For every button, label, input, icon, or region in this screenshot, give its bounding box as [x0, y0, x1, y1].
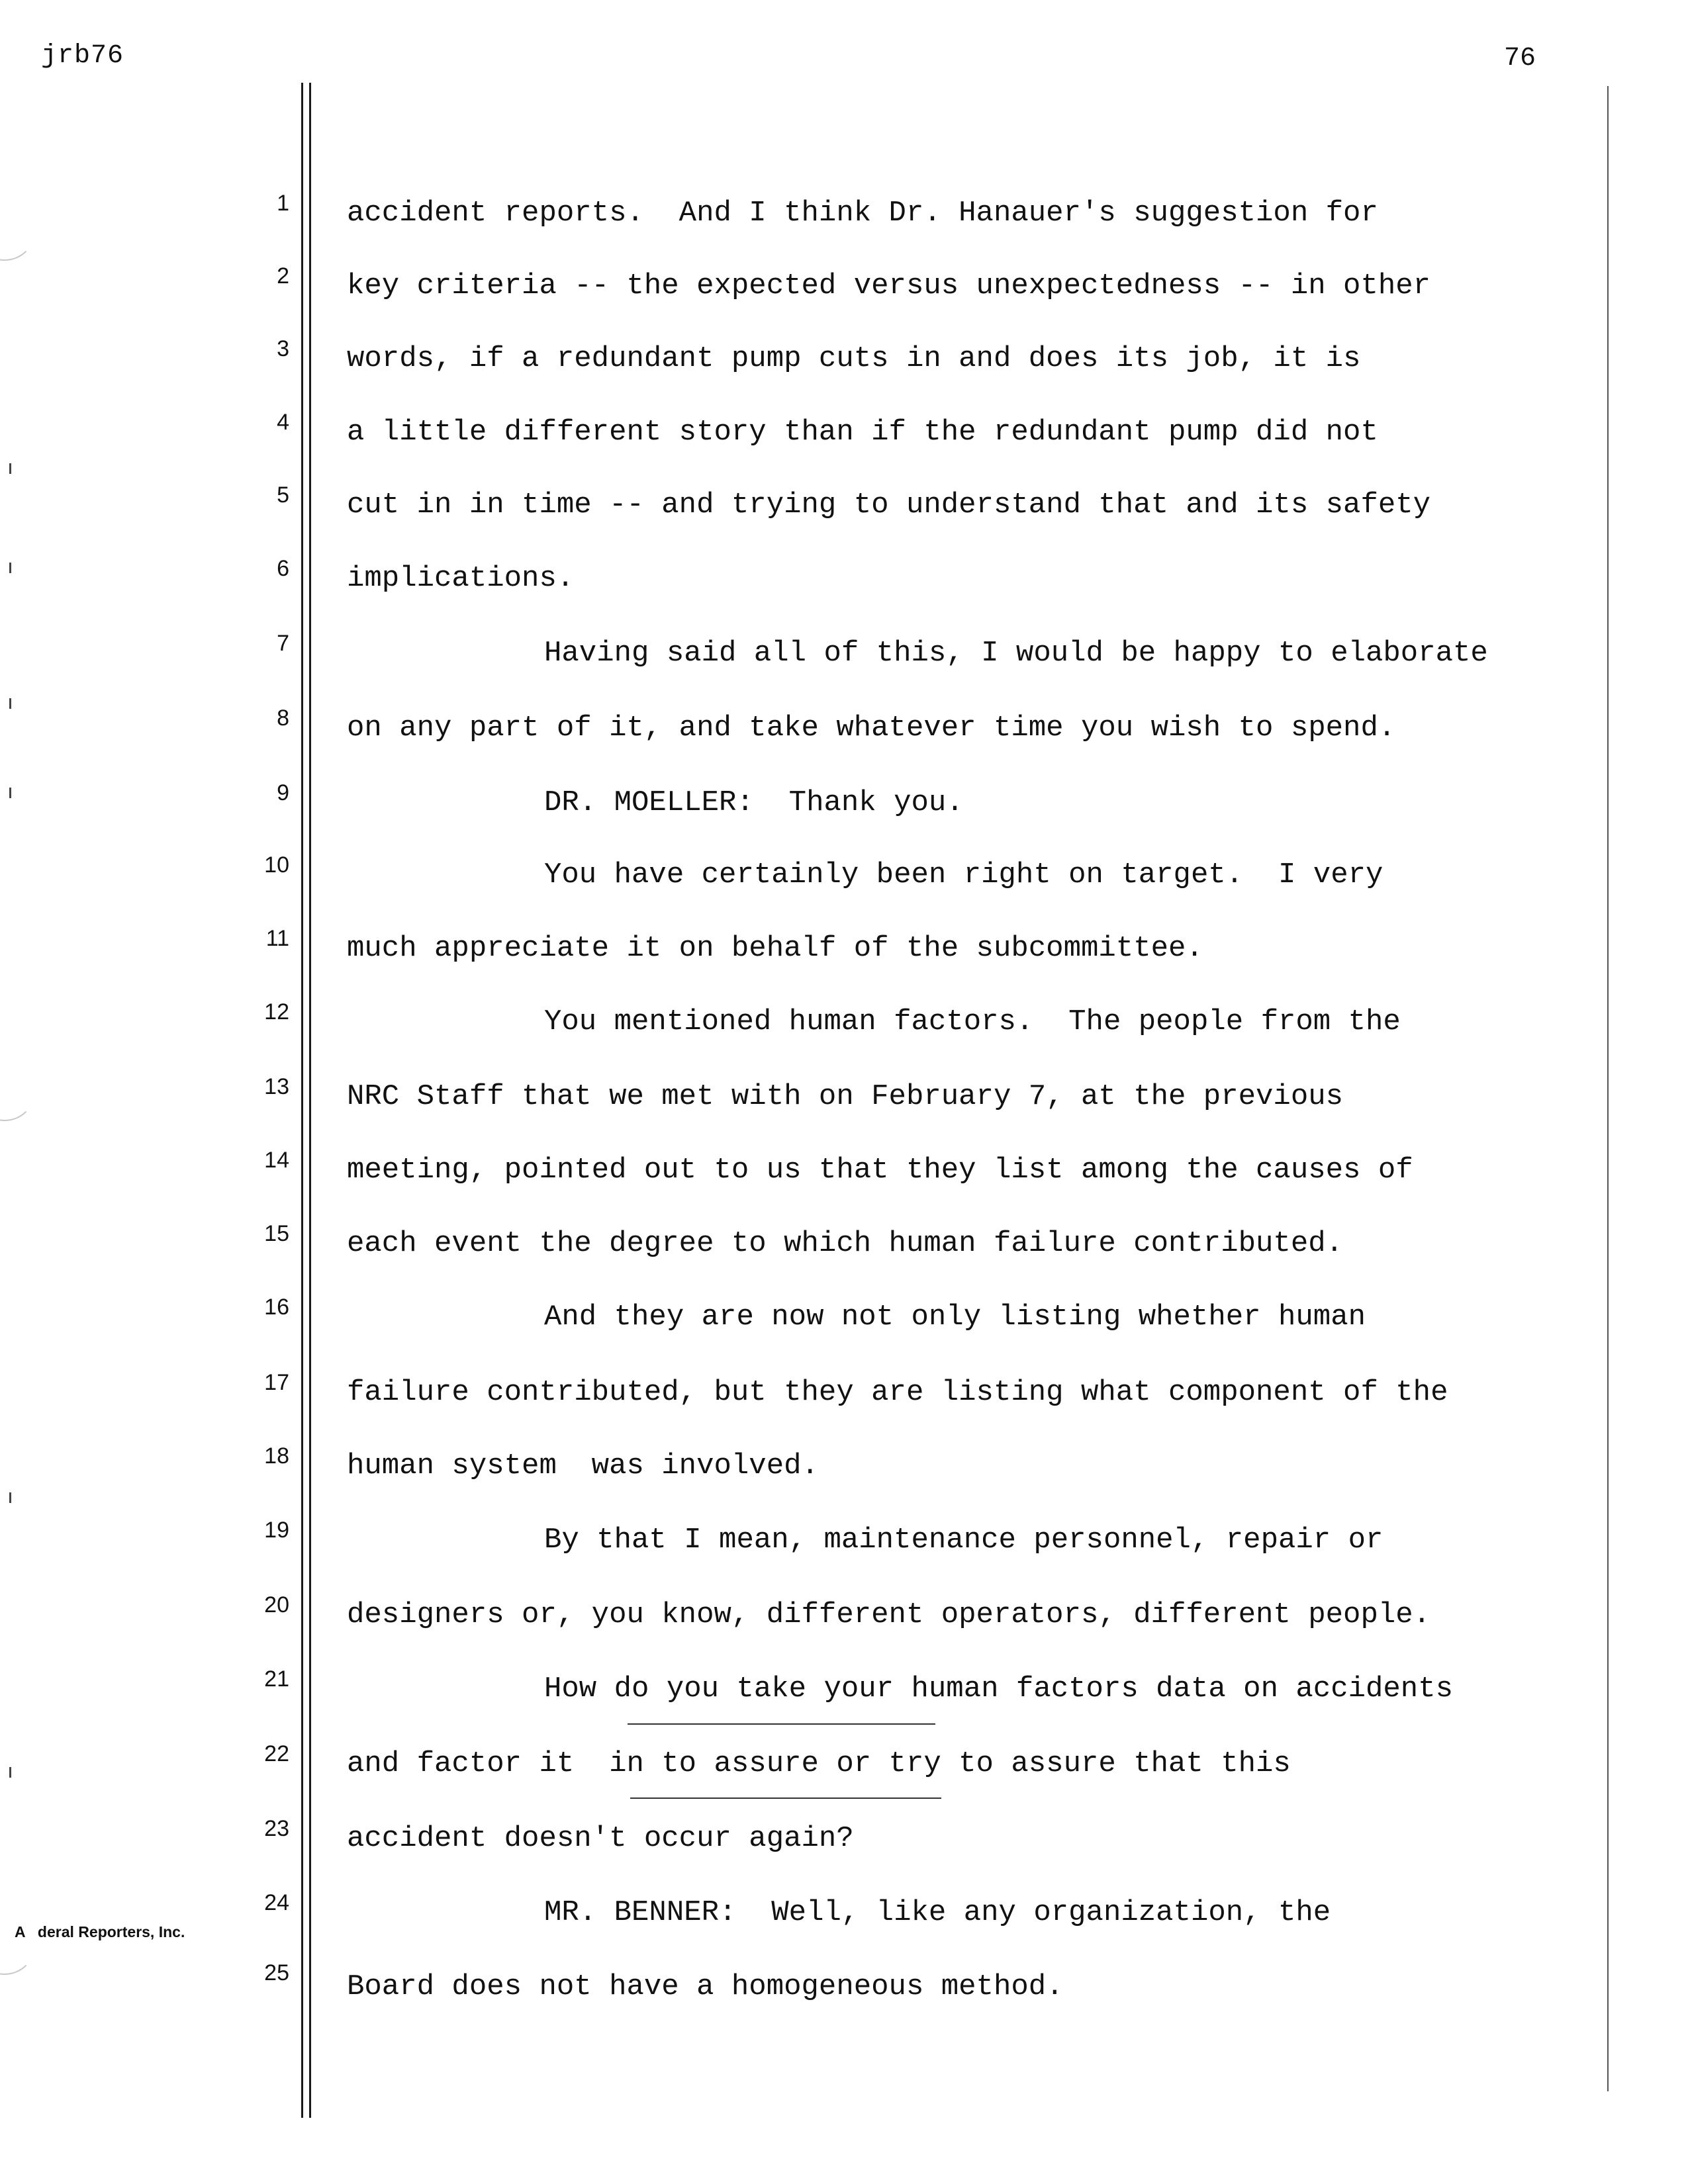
transcript-line: You have certainly been right on target. I very: [544, 858, 1383, 891]
margin-tick: [9, 1767, 11, 1778]
transcript-line: accident reports. And I think Dr. Hanauer's suggestion for: [347, 197, 1378, 230]
line-number: 3: [277, 336, 289, 361]
line-number: 10: [264, 852, 289, 878]
punch-hole-middle: [0, 1059, 36, 1121]
line-number: 19: [264, 1518, 289, 1543]
speaker-line: DR. MOELLER: Thank you.: [544, 786, 964, 819]
margin-tick: [9, 1492, 11, 1503]
transcript-line: accident doesn't occur again?: [347, 1822, 854, 1855]
transcript-line: How do you take your human factors data on accidents: [544, 1672, 1454, 1706]
line-number: 5: [277, 482, 289, 508]
line-number: 21: [264, 1666, 289, 1692]
line-number: 15: [264, 1221, 289, 1246]
margin-tick: [9, 788, 11, 798]
line-number: 4: [277, 410, 289, 435]
line-number: 8: [277, 705, 289, 731]
transcript-line: and factor it in to assure or try to assure that this: [347, 1747, 1291, 1780]
line-number: 16: [264, 1295, 289, 1320]
line-number: 1: [277, 191, 289, 216]
punch-hole-bottom: [0, 1913, 36, 1975]
transcript-line: You mentioned human factors. The people from the: [544, 1005, 1401, 1038]
margin-rule-outer: [301, 83, 303, 2118]
line-number: 25: [264, 1960, 289, 1985]
margin-tick: [9, 563, 11, 573]
transcript-line: designers or, you know, different operators, different people.: [347, 1598, 1431, 1631]
transcript-line: each event the degree to which human failure contributed.: [347, 1227, 1344, 1260]
transcript-line: words, if a redundant pump cuts in and does its job, it is: [347, 342, 1361, 375]
transcript-line: human system was involved.: [347, 1449, 819, 1482]
margin-rule-inner: [309, 83, 311, 2118]
punch-hole-top: [0, 199, 36, 261]
transcript-line: much appreciate it on behalf of the subcommittee.: [347, 932, 1203, 965]
page-number: 76: [1504, 44, 1536, 73]
transcript-line: on any part of it, and take whatever time you wish to spend.: [347, 711, 1396, 745]
line-number: 13: [264, 1074, 289, 1099]
transcript-line: a little different story than if the redundant pump did not: [347, 416, 1378, 449]
transcript-line: implications.: [347, 562, 575, 595]
reporter-mark: A deral Reporters, Inc.: [15, 1923, 185, 1940]
line-number: 14: [264, 1148, 289, 1173]
line-number: 9: [277, 780, 289, 805]
speaker-line: MR. BENNER: Well, like any organization, the: [544, 1896, 1331, 1929]
margin-tick: [9, 463, 11, 474]
margin-tick: [9, 698, 11, 709]
line-number: 17: [264, 1370, 289, 1395]
file-id: jrb76: [41, 41, 124, 71]
handwritten-underline: [630, 1797, 941, 1799]
transcript-line: meeting, pointed out to us that they list among the causes of: [347, 1154, 1413, 1187]
transcript-line: key criteria -- the expected versus unexpectedness -- in other: [347, 269, 1431, 302]
transcript-line: Having said all of this, I would be happy to elaborate: [544, 637, 1488, 670]
line-number: 12: [264, 999, 289, 1024]
transcript-line: By that I mean, maintenance personnel, repair or: [544, 1524, 1383, 1557]
line-number: 11: [265, 926, 289, 951]
line-number: 20: [264, 1592, 289, 1617]
transcript-line: And they are now not only listing whether human: [544, 1300, 1366, 1334]
line-number: 2: [277, 263, 289, 289]
right-margin-rule: [1607, 86, 1609, 2091]
transcript-line: cut in in time -- and trying to understand that and its safety: [347, 488, 1431, 522]
transcript-line: Board does not have a homogeneous method.: [347, 1970, 1064, 2003]
line-number: 18: [264, 1443, 289, 1469]
handwritten-underline: [628, 1723, 935, 1725]
line-number: 24: [264, 1890, 289, 1915]
line-number: 6: [277, 556, 289, 581]
line-number: 22: [264, 1741, 289, 1766]
transcript-line: NRC Staff that we met with on February 7, at the previous: [347, 1080, 1344, 1113]
line-number: 7: [277, 631, 289, 656]
transcript-line: failure contributed, but they are listing what component of the: [347, 1376, 1448, 1409]
line-number: 23: [264, 1816, 289, 1841]
